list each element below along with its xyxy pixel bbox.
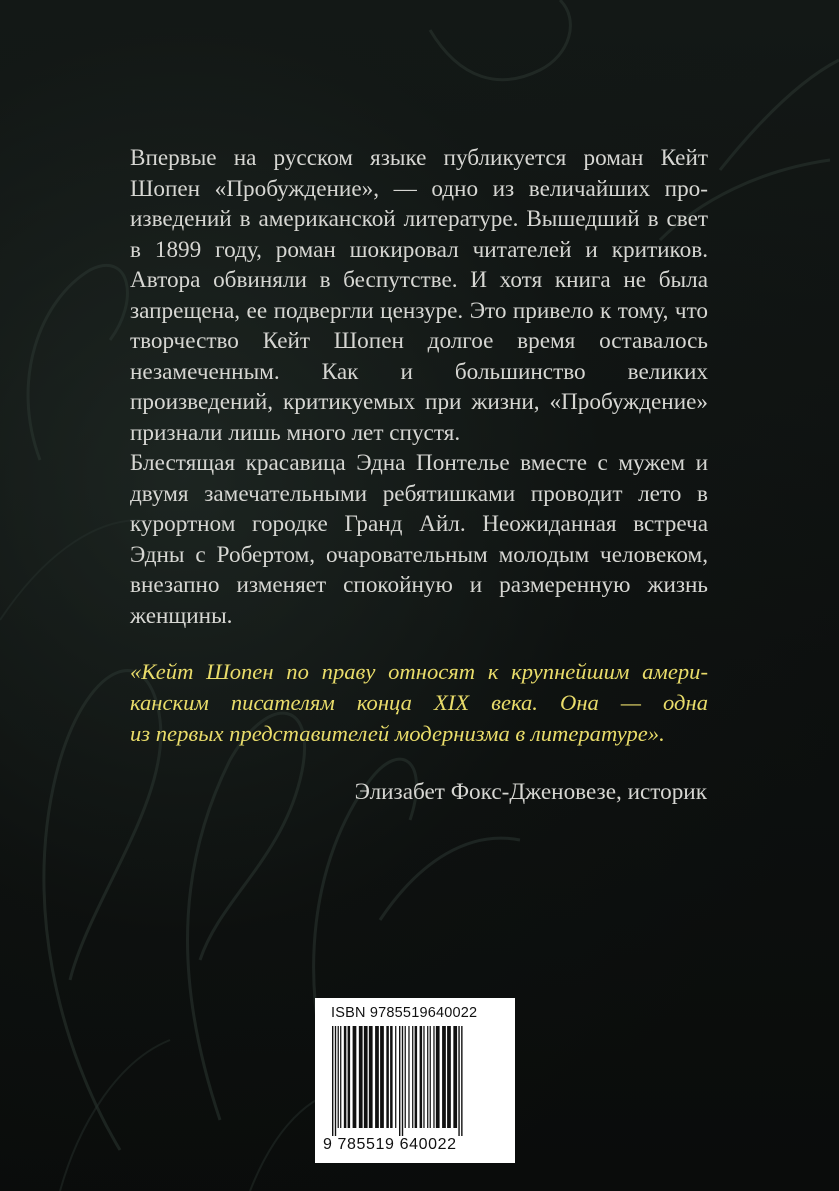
barcode-bar bbox=[408, 1026, 409, 1128]
barcode-bar bbox=[369, 1026, 373, 1128]
barcode-bar bbox=[335, 1026, 336, 1136]
barcode-bar bbox=[402, 1026, 403, 1136]
barcode-bar bbox=[390, 1026, 393, 1128]
description-paragraph-1: Впервые на русском языке публикуется роман Кейт Шопен «Пробуждение», — одно из величайших произведений в американской литературе. Вышедший в свет в 1899 году, роман шокировал читателей и критиков. Автора обвиняли в беспутстве. И хотя книга не была запрещена, ее подвергли цензуре. Это привело к тому, что творчество Кейт Шопен долгое время оставалось незамеченным. Как и большинство великих произведений, критикуемых при жизни, «Пробуждение» признали лишь много лет спустя. bbox=[130, 145, 708, 446]
quote-attribution: Элизабет Фокс-Дженовезе, историк bbox=[354, 779, 707, 805]
barcode-bar bbox=[423, 1026, 424, 1128]
critic-quote bbox=[130, 656, 708, 749]
description-paragraph-2: Блестящая красавица Эдна Понтелье вместе с мужем и двумя замечательными ребятишками проводит лето в курортном городке Гранд Айл. Неожиданная встреча Эдны с Робертом, очаровательным молодым человеком, внезапно изменяет спокойную и размеренную жизнь женщины. bbox=[130, 450, 708, 629]
barcode-bar bbox=[340, 1026, 341, 1128]
barcode-bar bbox=[433, 1026, 434, 1128]
barcode-bar bbox=[430, 1026, 431, 1128]
barcode-bar bbox=[399, 1026, 400, 1136]
barcode-bar bbox=[348, 1026, 351, 1128]
quote-line: «Кейт Шопен по праву относят к крупнейшим амери- bbox=[130, 659, 708, 684]
barcode-bar bbox=[353, 1026, 357, 1128]
barcode-bar bbox=[338, 1026, 339, 1128]
quote-line: из первых представителей модернизма в литературе». bbox=[130, 721, 665, 746]
barcode-bar bbox=[405, 1026, 406, 1128]
barcode-bars bbox=[330, 1026, 505, 1144]
barcode-bar bbox=[380, 1026, 384, 1128]
barcode-bar bbox=[364, 1026, 368, 1128]
barcode-bar bbox=[458, 1026, 459, 1136]
barcode-bar bbox=[461, 1026, 462, 1136]
barcode-bar bbox=[412, 1026, 413, 1128]
barcode-bar bbox=[415, 1026, 418, 1128]
barcode-bar bbox=[420, 1026, 423, 1128]
barcode-bar bbox=[344, 1026, 347, 1128]
quote-line: канским писателям конца XIX века. Она — одна bbox=[130, 690, 708, 715]
book-description bbox=[130, 143, 708, 631]
barcode-bar bbox=[453, 1026, 457, 1128]
barcode-bar bbox=[395, 1026, 396, 1128]
barcode-bar bbox=[436, 1026, 440, 1128]
barcode-bar bbox=[447, 1026, 451, 1128]
barcode-digits: 9 785519 640022 bbox=[323, 1136, 457, 1153]
isbn-label: ISBN 9785519640022 bbox=[331, 1005, 478, 1021]
barcode-bar bbox=[359, 1026, 363, 1128]
barcode-bar bbox=[332, 1026, 333, 1136]
barcode-bar bbox=[427, 1026, 428, 1128]
barcode-bar bbox=[375, 1026, 379, 1128]
isbn-barcode bbox=[315, 998, 515, 1163]
barcode-bar bbox=[442, 1026, 446, 1128]
barcode-bar bbox=[386, 1026, 389, 1128]
